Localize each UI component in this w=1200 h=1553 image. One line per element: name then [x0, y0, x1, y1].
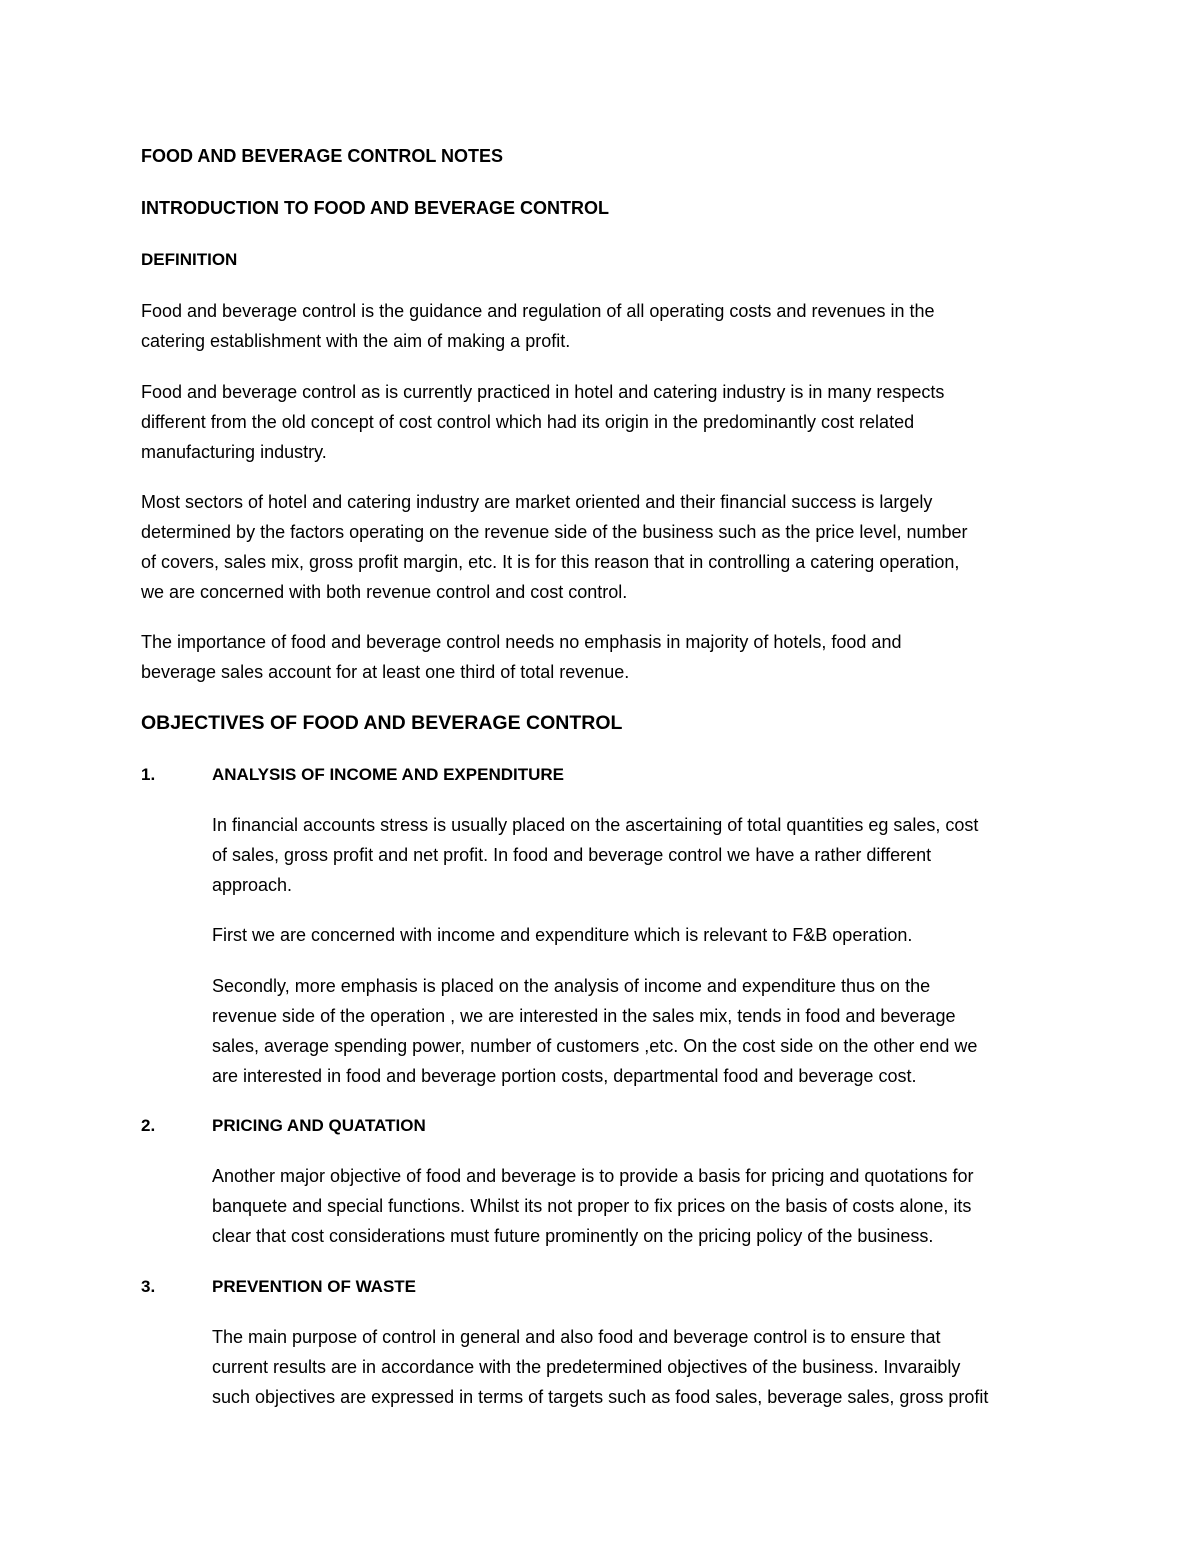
- paragraph-line: current results are in accordance with the predetermined objectives of the business. Invaraibly: [212, 1357, 961, 1377]
- objective-heading: PREVENTION OF WASTE: [212, 1277, 417, 1296]
- paragraph-line: such objectives are expressed in terms of targets such as food sales, beverage sales, gross profit: [212, 1387, 989, 1407]
- paragraph-line: banquete and special functions. Whilst its not proper to fix prices on the basis of costs alone, its: [212, 1196, 972, 1216]
- paragraph-line: In financial accounts stress is usually placed on the ascertaining of total quantities eg sales, cost: [212, 815, 979, 835]
- paragraph-line: Another major objective of food and beverage is to provide a basis for pricing and quotations for: [212, 1166, 974, 1186]
- document-title: FOOD AND BEVERAGE CONTROL NOTES: [141, 146, 504, 166]
- paragraph-line: catering establishment with the aim of making a profit.: [141, 331, 571, 351]
- paragraph-line: clear that cost considerations must future prominently on the pricing policy of the business.: [212, 1226, 934, 1246]
- paragraph-line: revenue side of the operation , we are interested in the sales mix, tends in food and beverage: [212, 1006, 956, 1026]
- paragraph-line: sales, average spending power, number of customers ,etc. On the cost side on the other end we: [212, 1036, 978, 1056]
- paragraph-line: manufacturing industry.: [141, 442, 327, 462]
- definition-heading: DEFINITION: [141, 250, 238, 269]
- paragraph-line: approach.: [212, 875, 293, 895]
- list-number: 1.: [141, 765, 156, 784]
- paragraph-line: we are concerned with both revenue control and cost control.: [141, 582, 628, 602]
- paragraph-line: of sales, gross profit and net profit. In food and beverage control we have a rather different: [212, 845, 932, 865]
- paragraph-line: beverage sales account for at least one third of total revenue.: [141, 662, 630, 682]
- list-number: 2.: [141, 1116, 156, 1135]
- paragraph-line: Most sectors of hotel and catering industry are market oriented and their financial success is largely: [141, 492, 933, 512]
- paragraph-line: The importance of food and beverage control needs no emphasis in majority of hotels, food and: [141, 632, 902, 652]
- paragraph-line: Food and beverage control is the guidance and regulation of all operating costs and revenues in the: [141, 301, 935, 321]
- paragraph-line: different from the old concept of cost control which had its origin in the predominantly cost related: [141, 412, 915, 432]
- objective-heading: ANALYSIS OF INCOME AND EXPENDITURE: [212, 765, 565, 784]
- paragraph-line: Food and beverage control as is currently practiced in hotel and catering industry is in many respects: [141, 382, 945, 402]
- paragraph-line: of covers, sales mix, gross profit margin, etc. It is for this reason that in controlling a catering operation,: [141, 552, 960, 572]
- paragraph-line: determined by the factors operating on the revenue side of the business such as the price level, number: [141, 522, 968, 542]
- list-number: 3.: [141, 1277, 156, 1296]
- paragraph-line: First we are concerned with income and expenditure which is relevant to F&B operation.: [212, 925, 913, 945]
- paragraph-line: are interested in food and beverage portion costs, departmental food and beverage cost.: [212, 1066, 917, 1086]
- intro-heading: INTRODUCTION TO FOOD AND BEVERAGE CONTROL: [141, 198, 609, 218]
- paragraph-line: The main purpose of control in general and also food and beverage control is to ensure that: [212, 1327, 941, 1347]
- objectives-heading: OBJECTIVES OF FOOD AND BEVERAGE CONTROL: [141, 712, 623, 734]
- objective-heading: PRICING AND QUATATION: [212, 1116, 426, 1135]
- paragraph-line: Secondly, more emphasis is placed on the analysis of income and expenditure thus on the: [212, 976, 931, 996]
